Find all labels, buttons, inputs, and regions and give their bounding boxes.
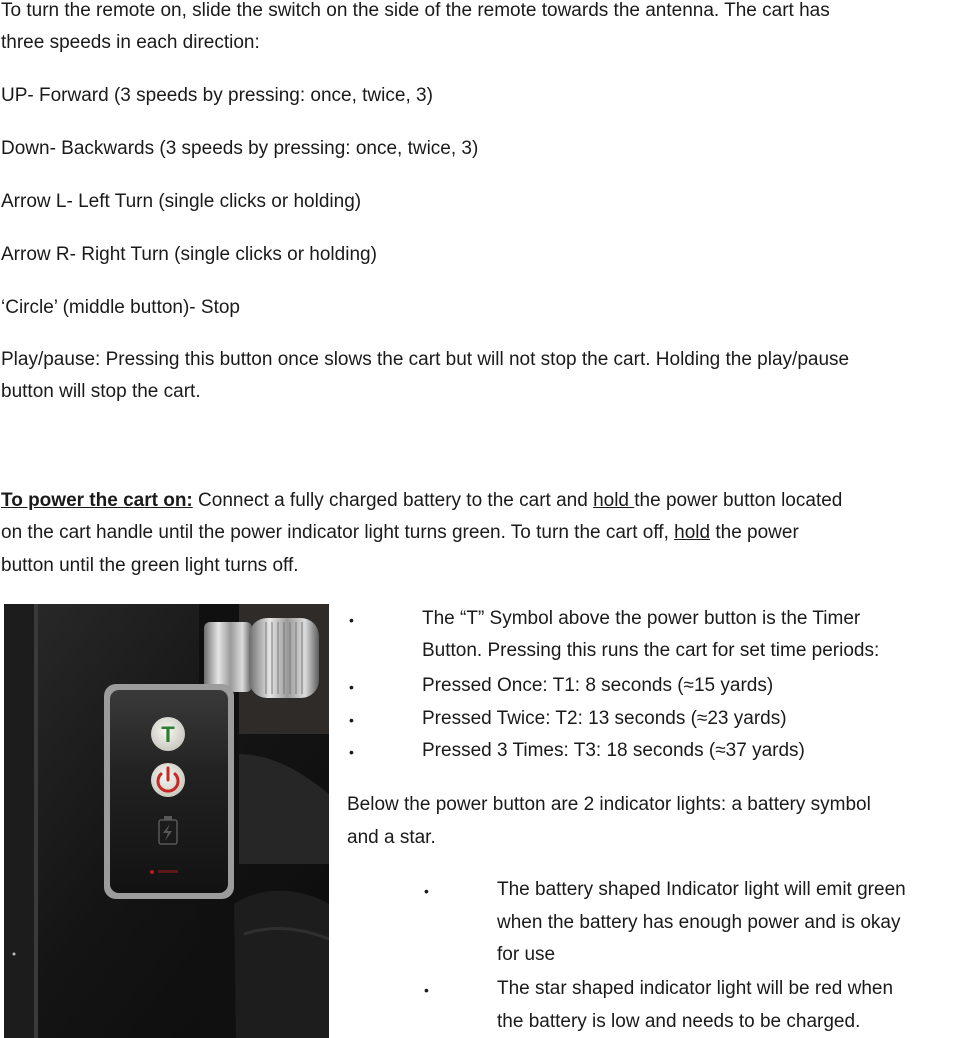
control-playpause-line-2: button will stop the cart. [1, 381, 201, 402]
timer-button [151, 717, 185, 751]
timer-bullet-4: Pressed 3 Times: T3: 18 seconds (≈37 yards) [422, 740, 805, 761]
power-icon [151, 763, 185, 797]
indicators-intro-line-1: Below the power button are 2 indicator lights: a battery symbol [347, 794, 871, 815]
bullet-timer-1: • [349, 612, 354, 628]
power-line-2 [1, 523, 799, 542]
star-bullet-line-2: the battery is low and needs to be charged. [497, 1011, 861, 1032]
control-down: Down- Backwards (3 speeds by pressing: once, twice, 3) [1, 138, 479, 159]
intro-line-2: three speeds in each direction: [1, 32, 260, 53]
power-text-2a: on the cart handle until the power indicator light turns green. To turn the cart off, [1, 522, 675, 543]
cart-handle-photo [4, 604, 329, 1038]
battery-bullet-line-1: The battery shaped Indicator light will emit green [497, 879, 906, 900]
timer-bullet-2: Pressed Once: T1: 8 seconds (≈15 yards) [422, 675, 774, 696]
power-text-2b: the power [710, 522, 799, 543]
control-playpause-line-1: Play/pause: Pressing this button once slows the cart but will not stop the cart. Holding the play/pause [1, 349, 850, 370]
bullet-timer-2: • [349, 679, 354, 695]
battery-bullet-line-2: when the battery has enough power and is okay [497, 912, 901, 933]
star-bullet-line-1: The star shaped indicator light will be red when [497, 978, 894, 999]
power-heading: To power the cart on: [1, 490, 193, 511]
control-circle: ‘Circle’ (middle button)- Stop [1, 297, 240, 318]
intro-line-1: To turn the remote on, slide the switch on the side of the remote towards the antenna. The cart has [1, 0, 830, 21]
bullet-timer-3: • [349, 712, 354, 728]
bullet-battery: • [424, 883, 429, 899]
timer-bullet-3: Pressed Twice: T2: 13 seconds (≈23 yards) [422, 708, 787, 729]
power-hold-2: hold [674, 522, 711, 543]
handle-illustration [4, 604, 329, 1038]
timer-button-label: T [161, 722, 175, 747]
power-text-1b: the power button located [634, 490, 843, 511]
metal-fitting [204, 622, 252, 692]
power-text-1a: Connect a fully charged battery to the cart and [192, 490, 594, 511]
timer-bullet-1-line-1: The “T” Symbol above the power button is the Timer [422, 608, 861, 629]
bullet-star: • [424, 982, 429, 998]
power-line-3: button until the green light turns off. [1, 555, 299, 576]
power-hold-1: hold [593, 490, 635, 511]
battery-bullet-line-3: for use [497, 944, 556, 965]
knurled-knob [249, 618, 319, 698]
bullet-timer-4: • [349, 744, 354, 760]
timer-bullet-1-line-2: Button. Pressing this runs the cart for set time periods: [422, 640, 880, 661]
rubber-grip [234, 891, 329, 1038]
control-right: Arrow R- Right Turn (single clicks or holding) [1, 244, 377, 265]
indicators-intro-line-2: and a star. [347, 827, 436, 848]
control-left: Arrow L- Left Turn (single clicks or holding) [1, 191, 362, 212]
control-up: UP- Forward (3 speeds by pressing: once, twice, 3) [1, 85, 433, 106]
power-line-1 [1, 491, 842, 510]
